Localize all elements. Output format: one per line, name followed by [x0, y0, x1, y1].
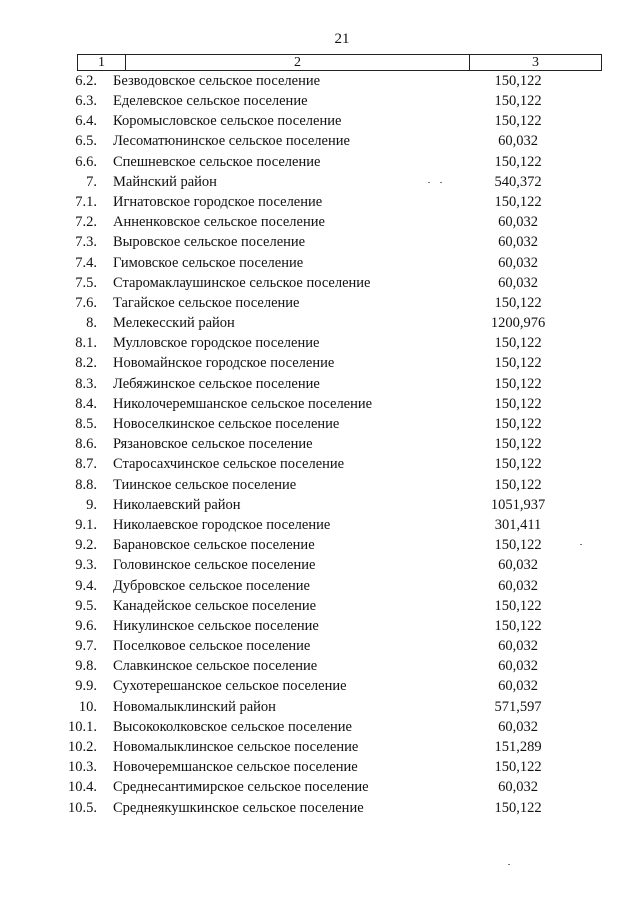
row-name: Анненковское сельское поселение — [113, 214, 325, 231]
row-name: Барановское сельское поселение — [113, 537, 315, 554]
row-value: 60,032 — [498, 718, 538, 735]
table-row — [0, 798, 640, 818]
row-value: 150,122 — [494, 93, 542, 110]
row-name: Канадейское сельское поселение — [113, 597, 317, 614]
row-value: 1200,976 — [490, 315, 546, 332]
table-row — [0, 455, 640, 475]
row-number: 8.6. — [75, 436, 97, 453]
table-row — [0, 596, 640, 616]
row-value: 60,032 — [498, 779, 538, 796]
row-number: 8.4. — [75, 395, 97, 412]
row-name: Коромысловское сельское поселение — [113, 113, 342, 130]
row-number: 7.1. — [75, 193, 97, 210]
row-number: 7.6. — [75, 294, 97, 311]
row-value: 60,032 — [498, 557, 538, 574]
row-number: 9.8. — [75, 658, 97, 675]
row-value: 150,122 — [494, 476, 542, 493]
row-value: 150,122 — [494, 375, 542, 392]
row-number: 10.1. — [68, 718, 97, 735]
table-row — [0, 192, 640, 212]
row-number: 6.3. — [75, 93, 97, 110]
table-row — [0, 475, 640, 495]
row-name: Новомалыклинское сельское поселение — [113, 739, 359, 756]
table-row — [0, 677, 640, 697]
row-name: Майнский район — [113, 173, 217, 190]
row-number: 9.1. — [75, 516, 97, 533]
row-number: 7.2. — [75, 214, 97, 231]
table-row — [0, 535, 640, 555]
table-row — [0, 233, 640, 253]
row-number: 10. — [78, 698, 97, 715]
row-name: Новомалыклинский район — [113, 698, 276, 715]
row-value: 150,122 — [494, 193, 542, 210]
row-value: 150,122 — [494, 759, 542, 776]
row-value: 60,032 — [498, 678, 538, 695]
table-row — [0, 636, 640, 656]
row-name: Лебяжинское сельское поселение — [113, 375, 320, 392]
table-row — [0, 757, 640, 777]
row-value: 60,032 — [498, 254, 538, 271]
row-name: Старомаклаушинское сельское поселение — [113, 274, 371, 291]
row-number: 6.5. — [75, 133, 97, 150]
row-name: Среднеякушкинское сельское поселение — [113, 799, 364, 816]
row-value: 150,122 — [494, 799, 542, 816]
row-name: Дубровское сельское поселение — [113, 577, 310, 594]
row-value: 150,122 — [494, 113, 542, 130]
row-number: 9.9. — [75, 678, 97, 695]
header-col-3: 3 — [532, 54, 539, 70]
row-number: 6.4. — [75, 113, 97, 130]
row-number: 9.4. — [75, 577, 97, 594]
row-name: Славкинское сельское поселение — [113, 658, 318, 675]
row-number: 8. — [86, 315, 97, 332]
row-name: Тиинское сельское поселение — [113, 476, 297, 493]
table-row — [0, 556, 640, 576]
row-name: Тагайское сельское поселение — [113, 294, 300, 311]
row-value: 150,122 — [494, 537, 542, 554]
row-value: 150,122 — [494, 355, 542, 372]
row-number: 6.6. — [75, 153, 97, 170]
row-value: 60,032 — [498, 638, 538, 655]
row-name: Николаевский район — [113, 496, 241, 513]
row-value: 1051,937 — [490, 496, 546, 513]
row-number: 10.4. — [68, 779, 97, 796]
row-value: 150,122 — [494, 335, 542, 352]
row-name: Новомайнское городское поселение — [113, 355, 335, 372]
row-number: 8.8. — [75, 476, 97, 493]
header-col-2: 2 — [126, 55, 470, 70]
row-name: Выровское сельское поселение — [113, 234, 306, 251]
row-number: 9.5. — [75, 597, 97, 614]
row-name: Николочеремшанское сельское поселение — [113, 395, 373, 412]
row-value: 150,122 — [494, 153, 542, 170]
row-number: 9. — [86, 496, 97, 513]
row-value: 151,289 — [494, 739, 542, 756]
row-name: Лесоматюнинское сельское поселение — [113, 133, 350, 150]
table-row — [0, 293, 640, 313]
row-name: Спешневское сельское поселение — [113, 153, 321, 170]
row-name: Головинское сельское поселение — [113, 557, 316, 574]
table-row — [0, 273, 640, 293]
row-value: 571,597 — [494, 698, 542, 715]
row-number: 8.5. — [75, 416, 97, 433]
table-row — [0, 616, 640, 636]
table-row — [0, 515, 640, 535]
row-name: Новоселкинское сельское поселение — [113, 416, 340, 433]
row-value: 60,032 — [498, 577, 538, 594]
row-value: 60,032 — [498, 658, 538, 675]
row-value: 60,032 — [498, 274, 538, 291]
table-row — [0, 71, 640, 91]
table-row — [0, 91, 640, 111]
row-name: Игнатовское городское поселение — [113, 193, 323, 210]
table-header — [77, 54, 602, 71]
row-name: Мулловское городское поселение — [113, 335, 320, 352]
row-value: 150,122 — [494, 395, 542, 412]
table-row — [0, 434, 640, 454]
row-value: 150,122 — [494, 416, 542, 433]
row-name: Мелекесский район — [113, 315, 235, 332]
table-row — [0, 495, 640, 515]
row-name: Сухотерешанское сельское поселение — [113, 678, 347, 695]
row-number: 8.7. — [75, 456, 97, 473]
row-number: 10.2. — [68, 739, 97, 756]
row-name: Еделевское сельское поселение — [113, 93, 308, 110]
table-body — [0, 71, 640, 818]
table-row — [0, 778, 640, 798]
row-value: 150,122 — [494, 617, 542, 634]
row-value: 150,122 — [494, 597, 542, 614]
row-name: Гимовское сельское поселение — [113, 254, 304, 271]
row-name: Новочеремшанское сельское поселение — [113, 759, 358, 776]
table-row — [0, 333, 640, 353]
row-number: 6.2. — [75, 72, 97, 89]
row-name: Поселковое сельское поселение — [113, 638, 311, 655]
row-number: 7.5. — [75, 274, 97, 291]
row-name: Рязановское сельское поселение — [113, 436, 313, 453]
table-row — [0, 656, 640, 676]
row-number: 7. — [86, 173, 97, 190]
row-number: 8.1. — [75, 335, 97, 352]
row-number: 9.6. — [75, 617, 97, 634]
table-row — [0, 414, 640, 434]
row-name: Высококолковское сельское поселение — [113, 718, 352, 735]
scan-speck — [508, 864, 510, 865]
table-row — [0, 394, 640, 414]
row-value: 150,122 — [494, 72, 542, 89]
row-value: 301,411 — [494, 516, 542, 533]
row-name: Николаевское городское поселение — [113, 516, 331, 533]
row-name: Никулинское сельское поселение — [113, 617, 319, 634]
page-number: 21 — [334, 31, 350, 47]
row-number: 9.2. — [75, 537, 97, 554]
scan-speck — [440, 182, 442, 183]
header-col-1: 1 — [78, 55, 126, 70]
table-row — [0, 313, 640, 333]
table-row — [0, 212, 640, 232]
table-row — [0, 111, 640, 131]
table-row — [0, 132, 640, 152]
row-number: 9.7. — [75, 638, 97, 655]
table-row — [0, 172, 640, 192]
scan-speck — [428, 182, 430, 183]
table-row — [0, 152, 640, 172]
table-row — [0, 737, 640, 757]
row-value: 60,032 — [498, 234, 538, 251]
row-name: Старосахчинское сельское поселение — [113, 456, 345, 473]
row-number: 9.3. — [75, 557, 97, 574]
table-row — [0, 354, 640, 374]
row-number: 10.3. — [68, 759, 97, 776]
scan-speck — [580, 544, 582, 545]
table-row — [0, 253, 640, 273]
table-row — [0, 374, 640, 394]
row-value: 540,372 — [494, 173, 542, 190]
table-row — [0, 697, 640, 717]
table-row — [0, 717, 640, 737]
row-number: 8.3. — [75, 375, 97, 392]
row-number: 8.2. — [75, 355, 97, 372]
row-number: 7.4. — [75, 254, 97, 271]
row-value: 150,122 — [494, 436, 542, 453]
row-value: 150,122 — [494, 456, 542, 473]
table-row — [0, 576, 640, 596]
row-value: 60,032 — [498, 133, 538, 150]
row-name: Безводовское сельское поселение — [113, 72, 321, 89]
row-value: 60,032 — [498, 214, 538, 231]
row-name: Среднесантимирское сельское поселение — [113, 779, 369, 796]
row-value: 150,122 — [494, 294, 542, 311]
row-number: 7.3. — [75, 234, 97, 251]
row-number: 10.5. — [68, 799, 97, 816]
